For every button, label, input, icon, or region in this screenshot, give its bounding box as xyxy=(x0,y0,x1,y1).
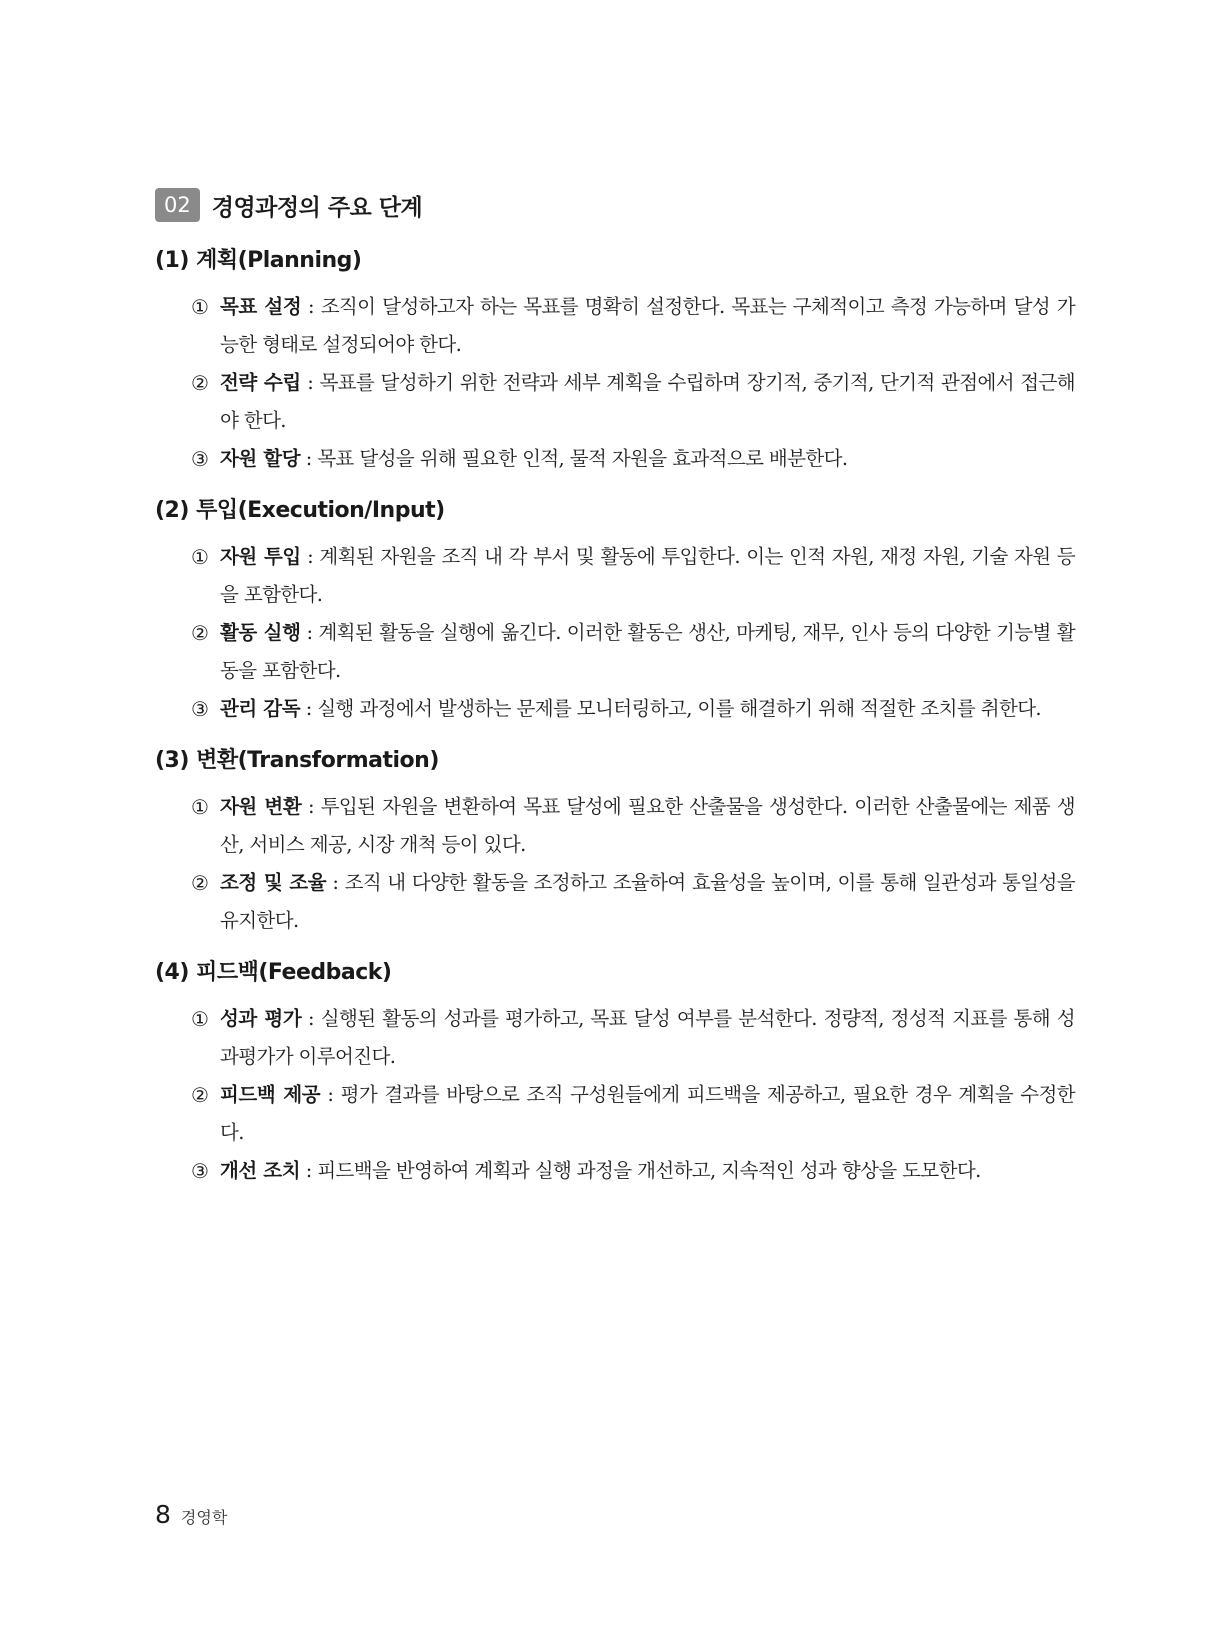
item-number: ② xyxy=(191,871,209,895)
item-term: 자원 투입 xyxy=(220,545,301,568)
item-number: ② xyxy=(191,621,209,645)
item-text: 목표를 달성하기 위한 전략과 세부 계획을 수립하며 장기적, 중기적, 단기적 관점에서 접근해야 한다. xyxy=(220,371,1076,432)
item-term: 자원 변환 xyxy=(220,795,302,818)
item-term: 조정 및 조율 xyxy=(220,871,327,894)
document-body xyxy=(155,244,1075,1206)
list-item xyxy=(155,690,1075,728)
item-text: 조직이 달성하고자 하는 목표를 명확히 설정한다. 목표는 구체적이고 측정 가능하며 달성 가능한 형태로 설정되어야 한다. xyxy=(220,295,1076,356)
item-text: 피드백을 반영하여 계획과 실행 과정을 개선하고, 지속적인 성과 향상을 도모한다. xyxy=(317,1159,981,1182)
list-item xyxy=(155,1076,1075,1152)
item-text: 실행된 활동의 성과를 평가하고, 목표 달성 여부를 분석한다. 정량적, 정성적 지표를 통해 성과평가가 이루어진다. xyxy=(220,1007,1076,1068)
item-term: 자원 할당 xyxy=(220,447,301,470)
item-separator: : xyxy=(300,1159,318,1182)
item-term: 전략 수립 xyxy=(220,371,301,394)
item-number: ② xyxy=(191,371,209,395)
subsection-heading: (2) 투입(Execution/Input) xyxy=(155,498,445,523)
item-text: 계획된 활동을 실행에 옮긴다. 이러한 활동은 생산, 마케팅, 재무, 인사 등의 다양한 기능별 활동을 포함한다. xyxy=(220,621,1075,682)
item-separator: : xyxy=(300,697,318,720)
item-separator: : xyxy=(300,371,320,394)
subsection-heading: (4) 피드백(Feedback) xyxy=(155,960,392,985)
item-term: 성과 평가 xyxy=(220,1007,302,1030)
item-number: ① xyxy=(191,295,209,319)
item-text: 실행 과정에서 발생하는 문제를 모니터링하고, 이를 해결하기 위해 적절한 조치를 취한다. xyxy=(317,697,1042,720)
section-title: 경영과정의 주요 단계 xyxy=(211,194,423,221)
book-title: 경영학 xyxy=(180,1508,228,1527)
item-term: 관리 감독 xyxy=(220,697,301,720)
subsection-planning xyxy=(155,244,1075,478)
item-number: ① xyxy=(191,795,209,819)
list-item xyxy=(155,288,1075,364)
list-item xyxy=(155,864,1075,940)
page-footer xyxy=(155,1500,227,1529)
item-number: ③ xyxy=(191,1159,209,1183)
page-number: 8 xyxy=(155,1500,171,1529)
item-text: 계획된 자원을 조직 내 각 부서 및 활동에 투입한다. 이는 인적 자원, 재정 자원, 기술 자원 등을 포함한다. xyxy=(220,545,1076,606)
list-item xyxy=(155,614,1075,690)
item-number: ② xyxy=(191,1083,209,1107)
item-number: ① xyxy=(191,545,209,569)
list-item xyxy=(155,538,1075,614)
item-separator: : xyxy=(301,795,321,818)
item-number: ③ xyxy=(191,447,209,471)
item-text: 조직 내 다양한 활동을 조정하고 조율하여 효율성을 높이며, 이를 통해 일관성과 통일성을 유지한다. xyxy=(220,871,1075,932)
item-number: ③ xyxy=(191,697,209,721)
item-separator: : xyxy=(326,871,345,894)
item-separator: : xyxy=(301,1007,321,1030)
section-number-badge: 02 xyxy=(155,188,200,222)
item-text: 목표 달성을 위해 필요한 인적, 물적 자원을 효과적으로 배분한다. xyxy=(317,447,848,470)
item-separator: : xyxy=(300,447,318,470)
subsection-execution xyxy=(155,494,1075,728)
subsection-heading: (1) 계획(Planning) xyxy=(155,248,362,273)
item-term: 개선 조치 xyxy=(220,1159,301,1182)
list-item xyxy=(155,788,1075,864)
list-item xyxy=(155,364,1075,440)
item-text: 투입된 자원을 변환하여 목표 달성에 필요한 산출물을 생성한다. 이러한 산출물에는 제품 생산, 서비스 제공, 시장 개척 등이 있다. xyxy=(220,795,1076,856)
list-item xyxy=(155,1152,1075,1190)
list-item xyxy=(155,1000,1075,1076)
item-text: 평가 결과를 바탕으로 조직 구성원들에게 피드백을 제공하고, 필요한 경우 계획을 수정한다. xyxy=(220,1083,1075,1144)
item-number: ① xyxy=(191,1007,209,1031)
item-separator: : xyxy=(301,295,321,318)
item-separator: : xyxy=(300,545,320,568)
item-term: 피드백 제공 xyxy=(220,1083,321,1106)
item-term: 목표 설정 xyxy=(220,295,302,318)
item-term: 활동 실행 xyxy=(220,621,301,644)
item-separator: : xyxy=(320,1083,341,1106)
subsection-heading: (3) 변환(Transformation) xyxy=(155,748,439,773)
list-item xyxy=(155,440,1075,478)
section-header xyxy=(155,186,422,224)
subsection-feedback xyxy=(155,956,1075,1190)
subsection-transformation xyxy=(155,744,1075,940)
item-separator: : xyxy=(300,621,319,644)
